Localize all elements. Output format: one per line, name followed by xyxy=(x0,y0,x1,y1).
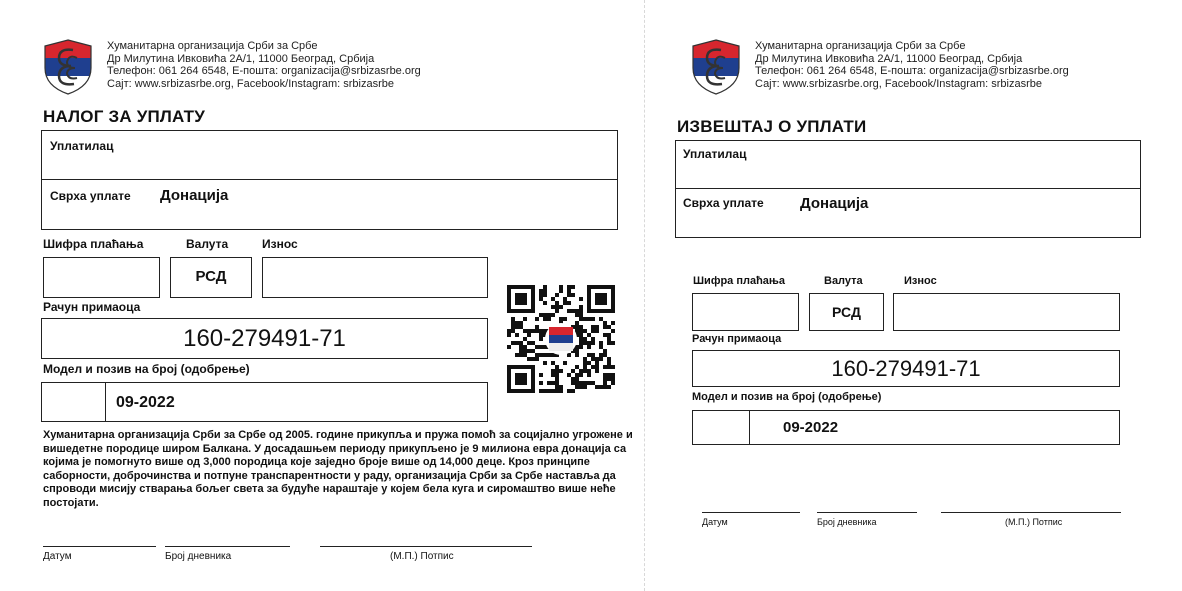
reference-value: 09-2022 xyxy=(783,419,839,436)
org-website: Сајт: www.srbizasrbe.org, Facebook/Instagram: srbizasrbe xyxy=(755,77,1042,90)
organization-header xyxy=(107,40,421,90)
org-address: Др Милутина Ивковића 2А/1, 11000 Београд, Србија xyxy=(107,52,375,65)
date-line xyxy=(702,512,800,513)
payer-purpose-box xyxy=(41,130,618,230)
reference-value: 09-2022 xyxy=(116,394,175,411)
model-reference-field xyxy=(41,382,488,422)
box-divider xyxy=(42,179,617,180)
payment-code-label: Шифра плаћања xyxy=(43,237,144,251)
payer-label: Уплатилац xyxy=(50,139,114,153)
amount-label: Износ xyxy=(904,275,937,287)
model-reference-field xyxy=(692,410,1120,445)
journal-number-line xyxy=(817,512,917,513)
amount-field[interactable] xyxy=(262,257,488,298)
currency-label: Валута xyxy=(824,275,863,287)
account-value: 160-279491-71 xyxy=(831,356,981,381)
journal-number-label: Број дневника xyxy=(817,517,877,527)
payment-order-title: НАЛОГ ЗА УПЛАТУ xyxy=(43,107,206,126)
org-address: Др Милутина Ивковића 2А/1, 11000 Београд, Србија xyxy=(755,52,1023,65)
currency-value: РСД xyxy=(195,268,227,285)
signature-label: (М.П.) Потпис xyxy=(1005,517,1063,527)
currency-field[interactable] xyxy=(170,257,252,298)
amount-field[interactable] xyxy=(893,293,1120,331)
organization-logo-icon xyxy=(689,38,743,96)
purpose-value: Донација xyxy=(160,187,229,204)
org-name: Хуманитарна организација Срби за Србе xyxy=(755,40,966,52)
model-reference-label: Модел и позив на број (одобрење) xyxy=(43,362,250,376)
org-contact: Телефон: 061 264 6548, Е-пошта: organizacija@srbizasrbe.org xyxy=(755,65,1069,77)
payer-purpose-box xyxy=(675,140,1141,238)
payment-code-label: Шифра плаћања xyxy=(693,275,786,287)
journal-number-label: Број дневника xyxy=(165,551,232,562)
account-field xyxy=(41,318,488,359)
account-field xyxy=(692,350,1120,387)
box-divider xyxy=(676,188,1140,189)
amount-label: Износ xyxy=(262,237,298,251)
signature-label: (М.П.) Потпис xyxy=(390,551,454,562)
qr-code-icon xyxy=(507,285,615,393)
account-value: 160-279491-71 xyxy=(183,325,346,352)
payer-label: Уплатилац xyxy=(683,147,747,161)
org-website: Сајт: www.srbizasrbe.org, Facebook/Instagram: srbizasrbe xyxy=(107,77,394,90)
currency-label: Валута xyxy=(186,237,229,251)
organization-logo-icon xyxy=(41,38,95,96)
journal-number-line xyxy=(165,546,290,547)
date-line xyxy=(43,546,156,547)
account-label: Рачун примаоца xyxy=(692,333,782,345)
purpose-label: Сврха уплате xyxy=(683,196,764,210)
signature-line xyxy=(320,546,532,547)
cut-line xyxy=(644,0,645,591)
model-divider xyxy=(105,383,106,421)
currency-value: РСД xyxy=(832,304,861,320)
organization-description: Хуманитарна организација Срби за Србе од 2005. године прикупља и пружа помоћ за социјално угрожене и вишедетне породице широм Балкана. У досадашњем периоду прикупљено је 9 милиона евра донација са којима је помогнуто више од 3,000 породица које заједно броје више од 14,000 деце. Кроз принципе саборности, доброчинства и потпуне транспарентности у раду, организација Срби за Србе наставља да спроводи мисију стварања бољег света за будуће нараштаје у којем бела куга и сиромаштво више неће постојати. xyxy=(43,429,633,509)
payment-code-field[interactable] xyxy=(43,257,160,298)
currency-field[interactable] xyxy=(809,293,884,331)
org-name: Хуманитарна организација Срби за Србе xyxy=(107,40,318,52)
purpose-label: Сврха уплате xyxy=(50,189,131,203)
model-reference-label: Модел и позив на број (одобрење) xyxy=(692,391,882,403)
payment-code-field[interactable] xyxy=(692,293,799,331)
date-label: Датум xyxy=(702,517,728,527)
signature-line xyxy=(941,512,1121,513)
account-label: Рачун примаоца xyxy=(43,300,141,314)
org-contact: Телефон: 061 264 6548, Е-пошта: organizacija@srbizasrbe.org xyxy=(107,65,421,77)
model-divider xyxy=(749,411,750,444)
purpose-value: Донација xyxy=(800,195,869,212)
organization-header xyxy=(755,40,1069,90)
payment-report-title: ИЗВЕШТАЈ О УПЛАТИ xyxy=(677,117,867,136)
date-label: Датум xyxy=(43,551,72,562)
